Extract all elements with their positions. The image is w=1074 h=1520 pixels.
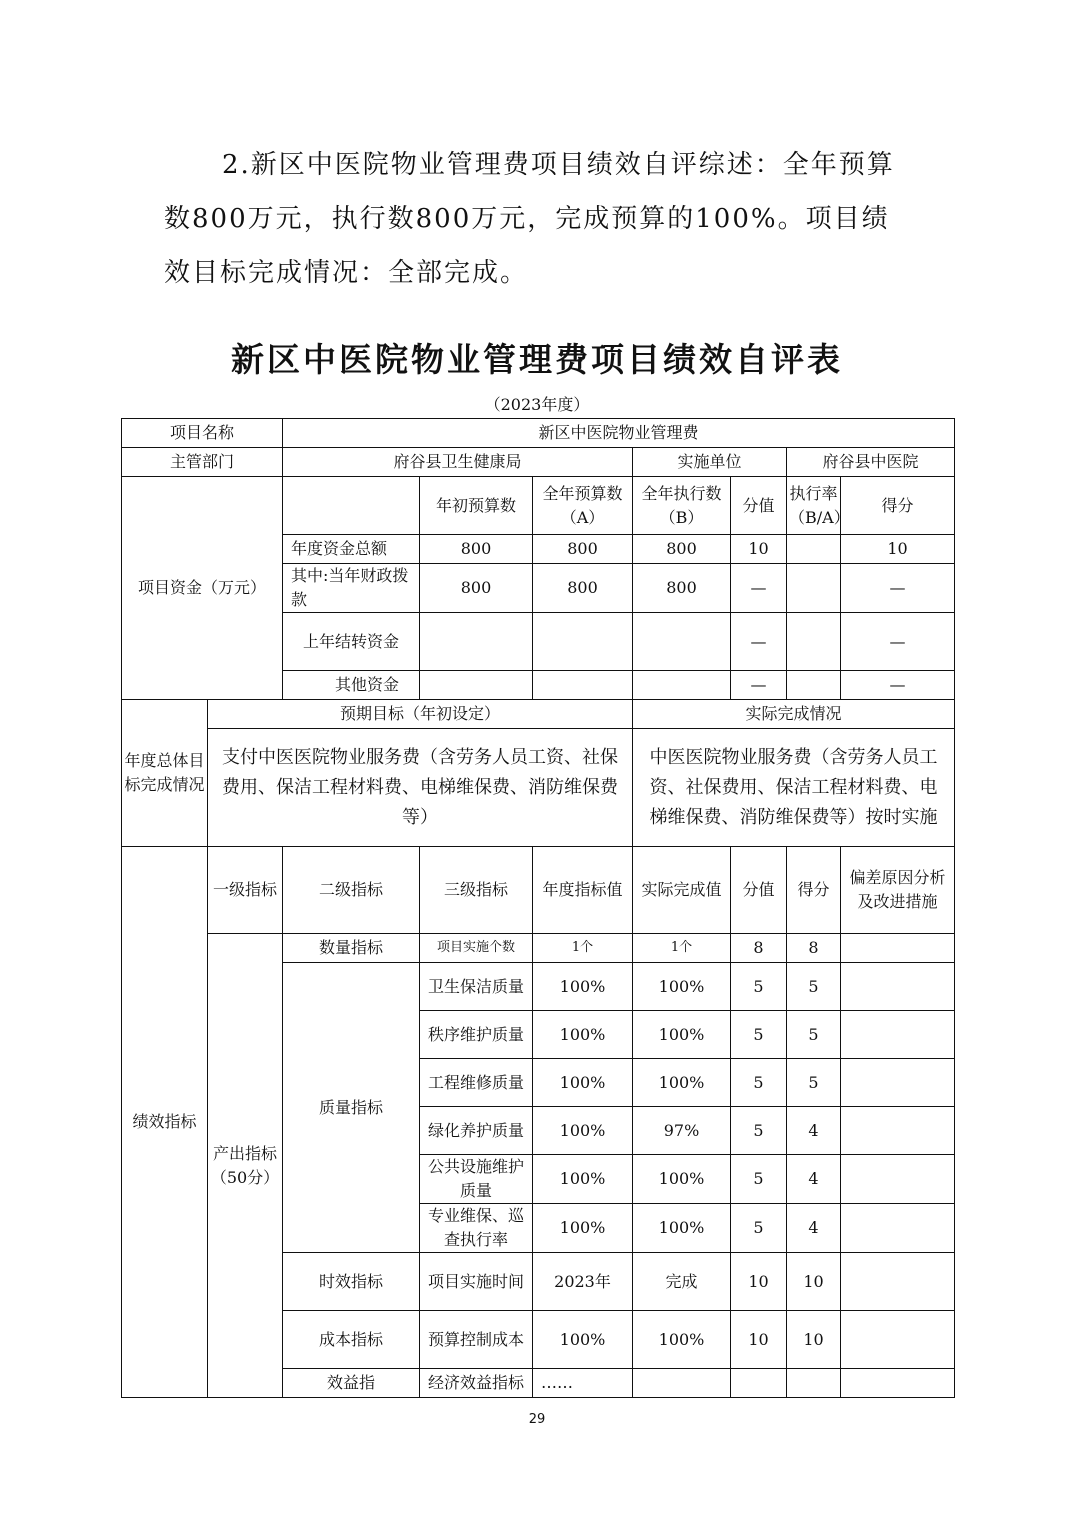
deviation-cell (841, 1204, 955, 1253)
level2-cell: 时效指标 (283, 1253, 420, 1311)
impl-label: 实施单位 (633, 448, 787, 477)
funds-cell: — (731, 613, 787, 671)
indicator-header-cell: 分值 (731, 847, 787, 934)
deviation-cell (841, 963, 955, 1011)
dept-value: 府谷县卫生健康局 (283, 448, 633, 477)
funds-header-cell: 全年预算数（A） (533, 477, 633, 535)
funds-cell: — (731, 564, 787, 613)
score-cell (841, 1369, 955, 1398)
target-cell: 100% (533, 1011, 633, 1059)
score-cell: 4 (787, 1204, 841, 1253)
deviation-cell (841, 1311, 955, 1369)
actual-cell (731, 1369, 787, 1398)
level3-cell: 专业维保、巡查执行率 (420, 1204, 533, 1253)
actual-cell: 100% (633, 1204, 731, 1253)
funds-cell: 10 (841, 535, 955, 564)
score-value-cell: 5 (731, 1107, 787, 1155)
actual-cell: 1个 (633, 934, 731, 963)
level2-cell: 数量指标 (283, 934, 420, 963)
deviation-cell (841, 1059, 955, 1107)
funds-cell (787, 564, 841, 613)
funds-cell (787, 671, 841, 700)
target-cell: 100% (533, 963, 633, 1011)
funds-cell (787, 535, 841, 564)
actual-cell: 100% (633, 1059, 731, 1107)
project-name-row (122, 419, 955, 448)
funds-row-label: 其他资金 (283, 671, 420, 700)
goal-expected-header: 预期目标（年初设定） (208, 700, 633, 729)
funds-cell: — (731, 671, 787, 700)
indicator-header-row (122, 847, 955, 934)
deviation-cell (841, 1107, 955, 1155)
funds-header-blank (283, 477, 420, 535)
level2-cell: 质量指标 (283, 963, 420, 1253)
funds-row-label: 其中:当年财政拨款 (283, 564, 420, 613)
level3-cell: 项目实施个数 (420, 934, 533, 963)
score-value-cell: 5 (731, 1155, 787, 1204)
actual-cell: 97% (633, 1107, 731, 1155)
page-number: 29 (528, 1412, 546, 1427)
score-cell: 4 (787, 1155, 841, 1204)
level2-cell: 成本指标 (283, 1311, 420, 1369)
score-value-cell: 8 (731, 934, 787, 963)
funds-cell (420, 613, 533, 671)
funds-cell (533, 613, 633, 671)
indicator-row (122, 934, 955, 963)
level3-cell: 项目实施时间 (420, 1253, 533, 1311)
score-cell: 10 (787, 1311, 841, 1369)
score-value-cell: 5 (731, 1204, 787, 1253)
actual-cell: 100% (633, 1311, 731, 1369)
score-value-cell: 5 (731, 1059, 787, 1107)
funds-cell: 800 (533, 564, 633, 613)
level3-cell: …… (533, 1369, 633, 1398)
score-value-cell: 5 (731, 963, 787, 1011)
intro-paragraph (164, 138, 914, 300)
funds-cell: — (841, 613, 955, 671)
indicator-header-cell: 年度指标值 (533, 847, 633, 934)
level3-cell: 工程维修质量 (420, 1059, 533, 1107)
funds-header-cell: 执行率（B/A） (787, 477, 841, 535)
deviation-cell (841, 1253, 955, 1311)
score-cell: 5 (787, 1059, 841, 1107)
deviation-cell (841, 1011, 955, 1059)
actual-cell: 100% (633, 1011, 731, 1059)
actual-cell: 100% (633, 963, 731, 1011)
score-cell: 5 (787, 963, 841, 1011)
indicator-header-cell: 二级指标 (283, 847, 420, 934)
indicator-header-cell: 一级指标 (208, 847, 283, 934)
indicator-header-cell: 实际完成值 (633, 847, 731, 934)
goal-label: 年度总体目标完成情况 (122, 700, 208, 847)
score-value-cell (787, 1369, 841, 1398)
funds-row-label: 上年结转资金 (283, 613, 420, 671)
funds-cell (787, 613, 841, 671)
funds-cell: 10 (731, 535, 787, 564)
funds-cell: — (841, 671, 955, 700)
funds-header-cell: 年初预算数 (420, 477, 533, 535)
funds-label: 项目资金（万元） (122, 477, 283, 700)
level2-cell: 经济效益指标 (420, 1369, 533, 1398)
score-value-cell: 10 (731, 1253, 787, 1311)
level3-cell: 公共设施维护质量 (420, 1155, 533, 1204)
level1-output: 产出指标（50分） (208, 934, 283, 1398)
funds-header-cell: 分值 (731, 477, 787, 535)
funds-header-row (122, 477, 955, 535)
funds-cell: 800 (633, 564, 731, 613)
dept-label: 主管部门 (122, 448, 283, 477)
funds-cell: 800 (420, 535, 533, 564)
actual-cell: 100% (633, 1155, 731, 1204)
performance-table (121, 418, 955, 1398)
indicator-header-cell: 三级指标 (420, 847, 533, 934)
table-year: （2023年度） (484, 395, 590, 414)
score-cell: 10 (787, 1253, 841, 1311)
score-cell: 8 (787, 934, 841, 963)
score-cell: 4 (787, 1107, 841, 1155)
project-name-label: 项目名称 (122, 419, 283, 448)
target-cell: 2023年 (533, 1253, 633, 1311)
funds-cell: 800 (633, 535, 731, 564)
level3-cell: 预算控制成本 (420, 1311, 533, 1369)
goal-expected: 支付中医医院物业服务费（含劳务人员工资、社保费用、保洁工程材料费、电梯维保费、消防维保费等） (208, 729, 633, 847)
target-cell: 100% (533, 1107, 633, 1155)
project-name-value: 新区中医院物业管理费 (283, 419, 955, 448)
funds-cell (633, 613, 731, 671)
level1-benefit: 效益指 (283, 1369, 420, 1398)
indicator-label: 绩效指标 (122, 847, 208, 1398)
actual-cell: 完成 (633, 1253, 731, 1311)
goal-actual-header: 实际完成情况 (633, 700, 955, 729)
table-title: 新区中医院物业管理费项目绩效自评表 (231, 340, 843, 379)
score-cell: 5 (787, 1011, 841, 1059)
level3-cell: 绿化养护质量 (420, 1107, 533, 1155)
deviation-cell (841, 934, 955, 963)
funds-cell (420, 671, 533, 700)
target-cell: 1个 (533, 934, 633, 963)
intro-text: 2.新区中医院物业管理费项目绩效自评综述：全年预算数800万元，执行数800万元，完成预算的100%。项目绩效目标完成情况：全部完成。 (164, 150, 895, 288)
funds-row-label: 年度资金总额 (283, 535, 420, 564)
target-cell: 100% (533, 1155, 633, 1204)
target-cell: 100% (533, 1059, 633, 1107)
funds-cell: 800 (533, 535, 633, 564)
department-row (122, 448, 955, 477)
funds-cell (633, 671, 731, 700)
score-value-cell: 5 (731, 1011, 787, 1059)
funds-header-cell: 全年执行数（B） (633, 477, 731, 535)
goal-header-row (122, 700, 955, 729)
funds-header-cell: 得分 (841, 477, 955, 535)
deviation-cell (841, 1155, 955, 1204)
funds-cell: — (841, 564, 955, 613)
impl-value: 府谷县中医院 (787, 448, 955, 477)
level3-cell: 卫生保洁质量 (420, 963, 533, 1011)
target-cell (633, 1369, 731, 1398)
funds-cell: 800 (420, 564, 533, 613)
goal-content-row (122, 729, 955, 847)
funds-cell (533, 671, 633, 700)
indicator-header-cell: 得分 (787, 847, 841, 934)
indicator-header-cell: 偏差原因分析及改进措施 (841, 847, 955, 934)
target-cell: 100% (533, 1204, 633, 1253)
level3-cell: 秩序维护质量 (420, 1011, 533, 1059)
target-cell: 100% (533, 1311, 633, 1369)
goal-actual: 中医医院物业服务费（含劳务人员工资、社保费用、保洁工程材料费、电梯维保费、消防维保费等）按时实施 (633, 729, 955, 847)
score-value-cell: 10 (731, 1311, 787, 1369)
